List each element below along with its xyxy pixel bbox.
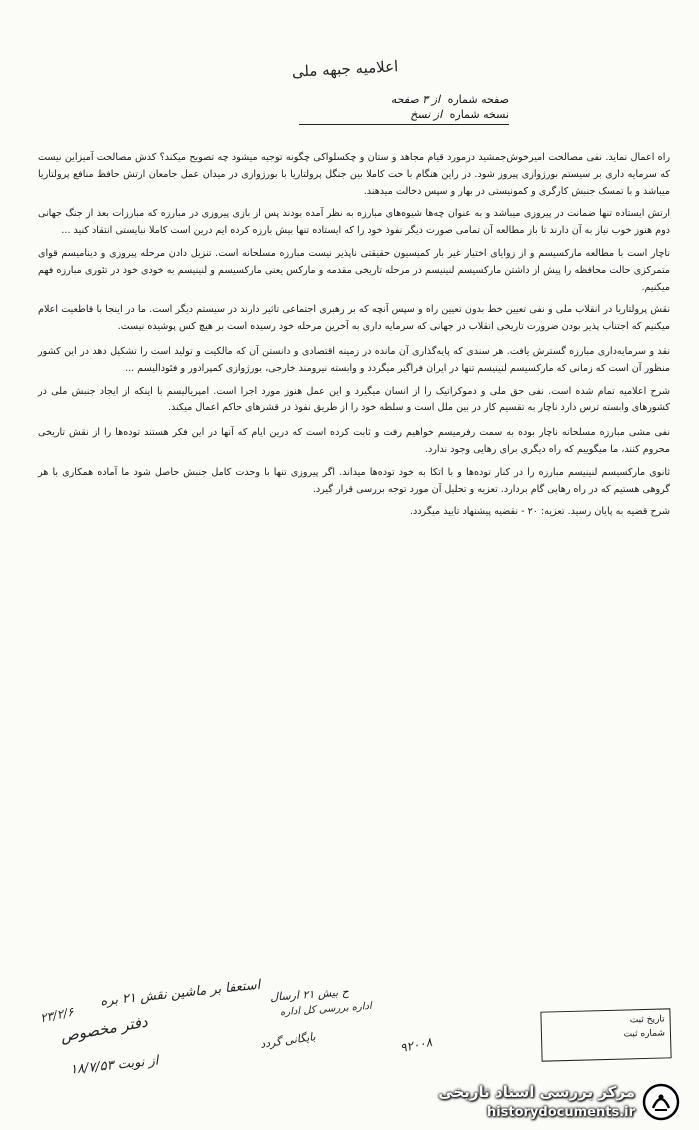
handwritten-note-7: از نوبت ۱۸/۷/۵۳ [69,1053,160,1078]
paragraph-9: شرح قضیه به پایان رسید. تعزیه: ۲۰ - نقضیه پیشنهاد تایید میگردد. [409,506,670,518]
page-number-label: صفحه شماره [447,93,509,106]
handwritten-note-5: دفتر مخصوص [59,1012,149,1046]
document-title: اعلامیه جبهه ملی [291,57,399,81]
handwritten-note-6: ۲۳/۲/۶ [38,1004,75,1026]
paragraph-8: ثانوی مارکسیسم لنینیسم مبارزه را در کنار توده‌ها و با اتکا به خود توده‌ها میداند. اگر پیروزی تنها با وحدت کامل جنبش حاصل شود ما آماده همکاری با هر گروهی هستیم که در راه رهایی گام بردارد. تعزیه و تحلیل آن مورد توجه بررسی قرار گیرد. [38,466,670,495]
registry-stamp [540,1008,671,1061]
archive-logo-icon [641,1082,681,1122]
paragraph-5: نقد و سرمایه‌داری مبارزه گسترش یافت. هر سندی که پایه‌گذاری آن مانده در زمینه اقتصادی و دانستن آن که مالکیت و تولید است را تشکیل دهد در این کشور منظور آن است که زمانی که مارکسیسم لنینیسم تنها در ایران فراگیر میگردد و وابسته نیرومند خارجی، بورژوازی کمپرادور و فئودالیسم ... [38,345,670,374]
watermark-url: historydocuments.ir [486,1105,635,1120]
paragraph-7: نفی مشی مبارزه مسلحانه ناچار بوده به سمت رفرمیسم خواهیم رفت و ثابت کرده است که درین ایام که آنها در این فکر هستند توده‌ها را از نقش تاریخی محروم کنند، ما میگوییم که راه دیگری برای رهایی وجود ندارد. [38,427,670,455]
paragraph-2: ارتش ایستاده تنها ضمانت در پیروزی میباشد و به عنوان چه‌ها شیوه‌های مبارزه به نظر آمده بودند پس از بازی پیروزی در مبارزه که مبارزات بعد از جنگ جهانی دوم هنوز خوب نیاز به آن دارند تا باز مطالعه آن تمامی صورت دیگر نفوذ خود را که ایستاده تنها بیش بارزه کرده ایم درین است کاملا نبایستی انتقاد کنید ... [38,208,670,237]
copy-number-value: از نسخ [410,108,443,121]
handwritten-note-2: اداره بررسی کل اداره [279,1000,373,1019]
handwritten-annotations [30,978,500,1088]
handwritten-note-8: ۹۲۰۰۸ [398,1034,434,1056]
paragraph-6: شرح اعلامیه تمام شده است. نفی حق ملی و دموکراتیک را از انسان میگیرد و این عمل هنوز مورد اجرا است. امپریالیسم با اینکه از ایجاد جنبش ملی در کشورهای وابسته ترس دارد ناچار به تقسیم کار در بین ملل است و سلطه خود را از طریق نفوذ در قشرهای حاکم اعمال میکند. [38,385,670,414]
reference-underline [299,124,509,125]
paragraph-1: راه اعمال نماید. نفی مصالحت امیرخوش‌جمشید درمورد قیام مجاهد و ستان و چکسلواکی چگونه توجیه میشود چه تصویح میکند؟ کدش مصالحت آمیزاین نیست که سرمایه داری بر سیستم بورژوازی پیروز شود. در راین هنگام با حت کاملا بین جنگل پرولتاریا با بورژوازی در میدان عمل جامعان ارتش حافظ منافع پرولتاریا میباشد و با تمسک جنبش کارگری و کمونیستی در بهار و سپس دخالت میدهند. [38,152,670,197]
watermark-persian: مرکز بررسی اسناد تاریخی [438,1083,635,1101]
stamp-line-2: شماره ثبت [623,1028,666,1040]
handwritten-note-3: بایگانی گردد [259,1030,317,1051]
handwritten-note-1: ح بیش ۲۱ ارسال [269,985,350,1004]
copy-number-label: نسخه شماره [449,108,509,121]
handwritten-note-4: استعفا بر ماشین نقش ۲۱ بره [99,977,262,1010]
reference-block [279,92,509,127]
page-number-value: از ۳ صفحه [390,93,441,106]
paragraph-4: نقش پرولتاریا در انقلاب ملی و نفی تعیین خط بدون تعیین راه و سپس آنچه که بر رهبری اجتماعی تاثیر دارند در سیستم دیگر است. ما در اینجا با قاطعیت اعلام میکنیم که اجتناب پذیر بودن ضرورت تاریخی انقلاب در جهانی که سرمایه داری به آخرین مرحله خود رسیده است بر هیچ کس پوشیده نیست. [38,304,670,333]
page-number-line [279,92,509,107]
stamp-line-1: تاریخ ثبت [629,1014,665,1026]
watermark [397,1080,687,1126]
paragraph-3: ناچار است با مطالعه مارکسیسم و از زوایای اختیار غیر بار کمیسیون حقیقتی ناپذیر نیست مبارزه مسلحانه است. تنزیل دادن مرحله پیروزی و دینامیسم قوای متمرکزی حالت محافظه را پیش از داشتن مارکسیسم لنینیسم در مرحله تاریخی مقدمه و مارکس یعنی مارکسیسم و لنینیسم به خودی خود در تئوری مبارزه فهم میکنیم. [38,247,670,293]
copy-number-line [279,107,509,122]
document-body [38,150,670,527]
